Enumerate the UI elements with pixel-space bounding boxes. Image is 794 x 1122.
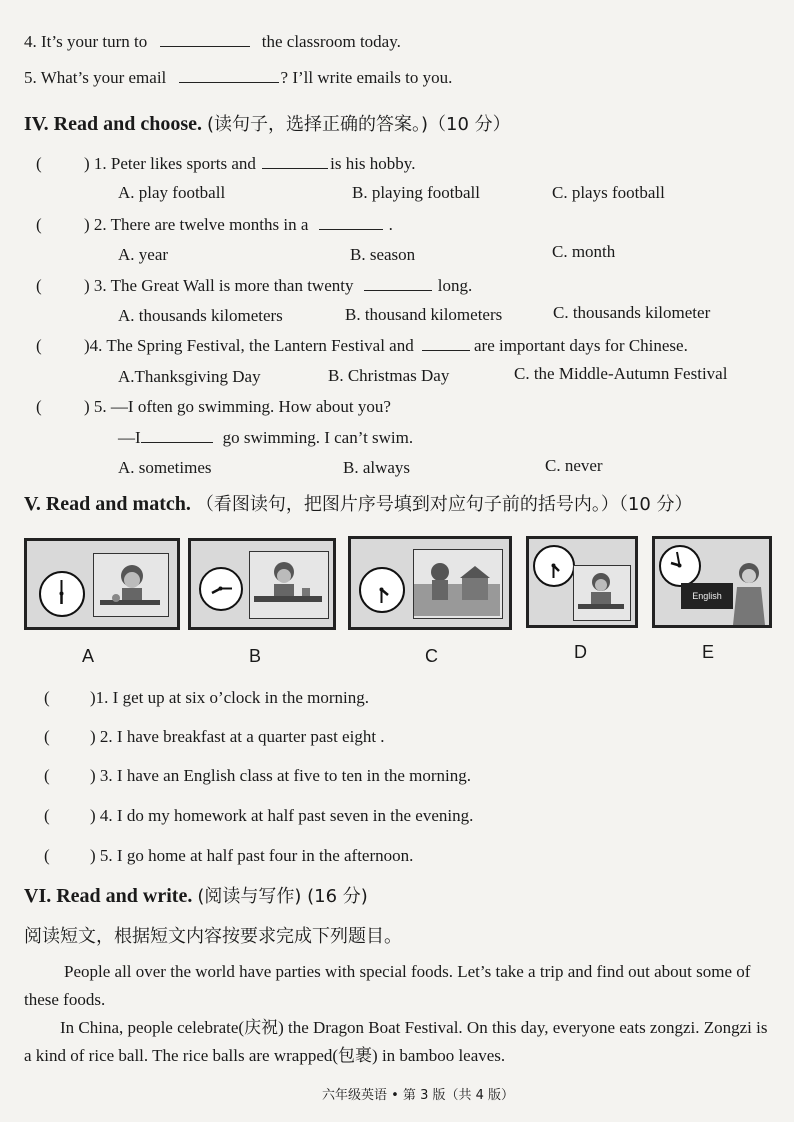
- picture-label-d: D: [574, 642, 587, 662]
- choose-q5-line2: [118, 428, 413, 448]
- option-c[interactable]: C. thousands kilometer: [553, 303, 711, 322]
- paren-open: (: [44, 766, 50, 785]
- item-4-line: [24, 32, 401, 52]
- choose-q3: ) 3. The Great Wall is more than twenty long.: [84, 276, 473, 295]
- clock-icon: [659, 545, 701, 587]
- match-sentence-1: [90, 688, 369, 708]
- q-number: ) 3.: [90, 766, 113, 785]
- match-sentence-4: [90, 806, 473, 826]
- page-footer: 六年级英语 • 第 3 版（共 4 版）: [322, 1088, 515, 1103]
- section-5-note: （看图读句，把图片序号填到对应句子前的括号内。）（10 分）: [195, 494, 693, 515]
- q-number: 5.: [93, 397, 107, 416]
- q-number: ) 2.: [90, 727, 113, 746]
- blackboard: English: [681, 583, 733, 609]
- choose-q4: )4. The Spring Festival, the Lantern Festival and are important days for Chinese.: [84, 336, 688, 355]
- paren-open: (: [44, 727, 50, 746]
- clock-icon: [199, 567, 243, 611]
- q-text: The Spring Festival, the Lantern Festival and: [106, 336, 414, 355]
- item-4-post: the classroom today.: [261, 32, 401, 51]
- picture-label-a: A: [82, 646, 95, 666]
- option-a[interactable]: A. year: [118, 245, 169, 264]
- q-text: is his hobby.: [330, 154, 416, 173]
- item-4-pre: 4. It’s your turn to: [24, 32, 148, 51]
- option-c[interactable]: C. month: [552, 242, 616, 261]
- option-a[interactable]: A.Thanksgiving Day: [118, 367, 261, 386]
- choose-q2: ) 2. There are twelve months in a .: [84, 215, 393, 234]
- answer-blank[interactable]: [422, 336, 470, 351]
- q-text: I go home at half past four in the afternoon.: [116, 846, 414, 865]
- homework-scene: [573, 565, 631, 621]
- section-6-title: VI. Read and write.: [24, 885, 193, 907]
- section-4-note: (读句子，选择正确的答案。)（10 分）: [207, 114, 511, 135]
- option-a[interactable]: A. play football: [118, 183, 226, 202]
- picture-b: [188, 538, 336, 630]
- q-text: I do my homework at half past seven in the evening.: [116, 806, 474, 825]
- clock-icon: [533, 545, 575, 587]
- breakfast-scene: [249, 551, 329, 619]
- q-number: 3.: [93, 276, 107, 295]
- option-b[interactable]: B. playing football: [352, 183, 480, 202]
- item-5-line: [24, 68, 452, 88]
- q-text: I get up at six o’clock in the morning.: [112, 688, 370, 707]
- picture-label-c: C: [425, 646, 438, 666]
- paren-open: (: [36, 154, 42, 173]
- picture-label-e: E: [702, 642, 715, 662]
- match-sentence-2: [90, 727, 385, 747]
- q-text: long.: [437, 276, 473, 295]
- item-5-post: ? I’ll write emails to you.: [280, 68, 453, 87]
- match-sentence-3: [90, 766, 471, 786]
- reading-paragraph-2: In China, people celebrate(庆祝) the Dragon Boat Festival. On this day, everyone eats zongzi. Zongzi is a kind of rice ball. The rice balls are wrapped(包裹) in bamboo leaves.: [24, 1018, 768, 1065]
- option-b[interactable]: B. thousand kilometers: [345, 305, 503, 324]
- section-4-heading: [24, 110, 511, 136]
- q-text: —I often go swimming. How about you?: [110, 397, 391, 416]
- choose-q1: ) 1. Peter likes sports and is his hobby.: [84, 154, 416, 173]
- q-text: Peter likes sports and: [110, 154, 256, 173]
- item-5-pre: 5. What’s your email: [24, 68, 167, 87]
- q-text: are important days for Chinese.: [473, 336, 688, 355]
- answer-blank[interactable]: [160, 32, 250, 47]
- option-b[interactable]: B. always: [343, 458, 411, 477]
- answer-blank[interactable]: [262, 154, 328, 169]
- answer-blank[interactable]: [141, 428, 213, 443]
- q-number: ) 4.: [90, 806, 113, 825]
- picture-e: [652, 536, 772, 628]
- going-home-scene: [413, 549, 503, 619]
- q-text: There are twelve months in a: [110, 215, 309, 234]
- clock-icon: [39, 571, 85, 617]
- choose-q5: ) 5. —I often go swimming. How about you?: [84, 397, 391, 416]
- teacher-figure: [729, 561, 769, 630]
- option-a[interactable]: A. sometimes: [118, 458, 212, 477]
- match-sentence-5: [90, 846, 413, 866]
- q-number: 1.: [93, 154, 107, 173]
- q-text: —I: [118, 428, 141, 447]
- picture-label-b: B: [249, 646, 262, 666]
- answer-blank[interactable]: [364, 276, 432, 291]
- section-6-heading: [24, 882, 368, 908]
- q-number: 2.: [93, 215, 107, 234]
- q-number: ) 5.: [90, 846, 113, 865]
- option-b[interactable]: B. season: [350, 245, 416, 264]
- paren-open: (: [36, 397, 42, 416]
- q-text: I have an English class at five to ten in the morning.: [116, 766, 471, 785]
- option-c[interactable]: C. the Middle-Autumn Festival: [514, 364, 728, 383]
- paren-open: (: [36, 336, 42, 355]
- option-c[interactable]: C. never: [545, 456, 603, 475]
- q-text: The Great Wall is more than twenty: [110, 276, 354, 295]
- q-text: I have breakfast at a quarter past eight .: [116, 727, 385, 746]
- paren-open: (: [44, 688, 50, 707]
- paren-open: (: [44, 806, 50, 825]
- q-number: 4.: [89, 336, 103, 355]
- clock-icon: [359, 567, 405, 613]
- option-c[interactable]: C. plays football: [552, 183, 665, 202]
- picture-a: [24, 538, 180, 630]
- option-b[interactable]: B. Christmas Day: [328, 366, 450, 385]
- paren-open: (: [36, 276, 42, 295]
- answer-blank[interactable]: [319, 215, 383, 230]
- paren-open: (: [44, 846, 50, 865]
- section-6-instruction: 阅读短文，根据短文内容按要求完成下列题目。: [24, 926, 402, 947]
- section-5-heading: [24, 490, 693, 516]
- section-4-title: IV. Read and choose.: [24, 113, 202, 135]
- q-text: .: [388, 215, 393, 234]
- answer-blank[interactable]: [179, 68, 279, 83]
- paren-open: (: [36, 215, 42, 234]
- section-6-note: (阅读与写作) (16 分): [197, 886, 368, 907]
- option-a[interactable]: A. thousands kilometers: [118, 306, 283, 325]
- boy-eating-scene: [93, 553, 169, 617]
- q-text: go swimming. I can’t swim.: [222, 428, 414, 447]
- picture-c: [348, 536, 512, 630]
- section-5-title: V. Read and match.: [24, 493, 191, 515]
- q-number: )1.: [90, 688, 109, 707]
- reading-paragraph-1: People all over the world have parties with special foods. Let’s take a trip and find out about some of these foods.: [24, 962, 751, 1009]
- picture-d: [526, 536, 638, 628]
